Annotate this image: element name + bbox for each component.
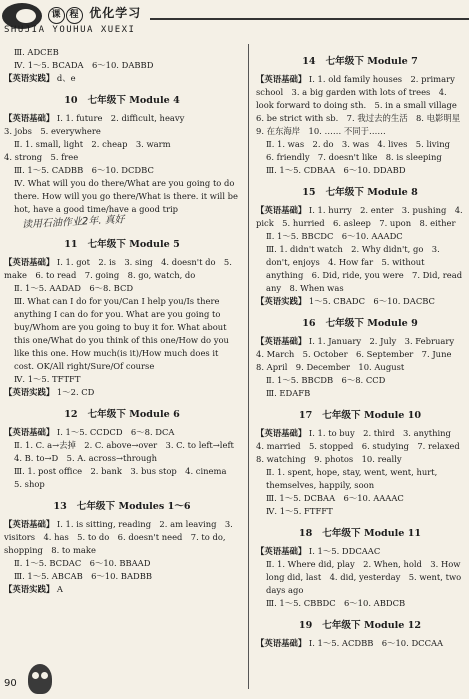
answer-text: d、e <box>54 73 76 83</box>
answer-text: Ⅱ. 1. C. a→去掉 2. C. above→over 3. C. to left→left 4. B. to→D 5. A. across→through <box>14 440 243 463</box>
answer-line <box>256 558 464 597</box>
answer-line <box>256 230 464 243</box>
answer-line <box>4 125 240 138</box>
section-heading <box>4 500 240 513</box>
answer-line <box>256 243 464 295</box>
answer-text: Ⅲ. 1. didn't watch 2. Why didn't, go 3. don't, enjoys 4. How far 5. without anything 6. Did, ride, you were 7. Did, read any 8. When was <box>266 244 465 293</box>
section-tag: 【英语基础】 <box>4 113 55 123</box>
section-title: 七年级下 Module 10 <box>322 410 422 421</box>
answer-line <box>4 282 240 295</box>
section-heading <box>4 408 240 421</box>
book-title <box>48 4 141 24</box>
section-number: 19 <box>298 620 313 631</box>
answer-text: Ⅱ. 1. Where did, play 2. When, hold 3. How long did, last 4. did, yesterday 5. went, two days ago <box>266 559 464 595</box>
answer-text: Ⅲ. 1～5. ABCAB 6～10. BADBB <box>14 571 153 581</box>
answer-text: Ⅳ. 1～5. TFTFT <box>14 374 81 384</box>
answer-text: Ⅰ. 1. old family houses 2. primary school 3. a big garden with lots of trees 4. look forward to doing sth. 5. in a small village <box>256 74 458 110</box>
answer-text: Ⅲ. 1. post office 2. bank 3. bus stop 4. cinema 5. shop <box>14 466 235 489</box>
answer-line <box>256 637 464 650</box>
section-number: 16 <box>302 318 316 329</box>
section-title: 七年级下 Module 6 <box>87 409 180 420</box>
answer-line <box>256 138 464 164</box>
answer-line <box>256 204 464 230</box>
title-circle-1: 课 <box>48 7 65 24</box>
section-title: 七年级下 Module 12 <box>322 620 422 631</box>
answer-text: Ⅲ. 1～5. CADBB 6～10. DCDBC <box>14 165 154 175</box>
answer-line <box>256 374 464 387</box>
section-number: 15 <box>302 187 316 198</box>
section-heading <box>256 55 464 68</box>
answer-line <box>256 492 464 505</box>
answer-line <box>256 335 464 374</box>
answer-text: Ⅳ. 1～5. BCADA 6～10. DABBD <box>14 60 154 70</box>
answer-text: Ⅳ. 1～5. FTFFT <box>266 506 333 516</box>
section-title: 七年级下 Module 9 <box>325 318 418 329</box>
section-tag: 【英语实践】 <box>256 296 307 306</box>
section-tag: 【英语基础】 <box>4 427 55 437</box>
section-number: 10 <box>64 95 78 106</box>
answer-text: Ⅰ. 1. got 2. is 3. sing 4. doesn't do 5. make 6. to read 7. going 8. go, watch, do <box>4 257 235 280</box>
answer-text: Ⅰ. 1～5. CCDCD 6～8. DCA <box>54 427 175 437</box>
answer-line <box>4 570 240 583</box>
header-rule <box>150 18 469 20</box>
section-title: 七年级下 Modules 1～6 <box>76 501 191 512</box>
section-tag: 【英语基础】 <box>256 74 307 84</box>
page-header <box>0 0 469 40</box>
answer-text: Ⅰ. 1～5. DDCAAC <box>306 546 381 556</box>
answer-line <box>4 151 240 164</box>
answer-line <box>4 138 240 151</box>
answer-text: Ⅱ. 1～5. BBCDC 6～10. AAADC <box>266 231 403 241</box>
answer-line <box>256 545 464 558</box>
section-tag: 【英语基础】 <box>256 205 307 215</box>
section-tag: 【英语实践】 <box>4 584 55 594</box>
answer-line <box>4 426 240 439</box>
answer-text: Ⅲ. ADCEB <box>14 47 59 57</box>
section-heading <box>256 527 464 540</box>
answer-line <box>4 518 240 557</box>
section-number: 14 <box>302 56 316 67</box>
section-tag: 【英语基础】 <box>256 638 307 648</box>
answer-line <box>256 427 469 466</box>
answer-line <box>4 386 240 399</box>
answer-line <box>256 387 464 400</box>
answer-line <box>4 583 240 596</box>
answer-line <box>256 466 464 492</box>
answer-text: Ⅲ. 1～5. CDBAA 6～10. DDABD <box>266 165 406 175</box>
answer-line <box>4 112 240 125</box>
section-title: 七年级下 Module 8 <box>325 187 418 198</box>
answer-line <box>4 164 240 177</box>
answer-line <box>4 439 243 465</box>
column-divider <box>248 44 249 689</box>
answer-line <box>4 46 240 59</box>
section-title: 七年级下 Module 5 <box>87 239 180 250</box>
section-number: 11 <box>64 239 78 250</box>
answer-text: Ⅰ. 1～5. ACDBB 6～10. DCCAA <box>306 638 444 648</box>
section-tag: 【英语基础】 <box>256 546 307 556</box>
section-tag: 【英语实践】 <box>4 387 55 397</box>
answer-text: 1～2. CD <box>54 387 95 397</box>
answer-text: Ⅰ. 1. is sitting, reading 2. am leaving 3. visitors 4. has 5. to do 6. doesn't need 7. to do, shopping 8. to make <box>4 519 236 555</box>
title-circle-2: 程 <box>66 7 83 24</box>
answer-line <box>4 373 240 386</box>
right-column <box>256 46 469 650</box>
section-heading <box>256 409 464 422</box>
book-subtitle: SHUJIA YOUHUA XUEXI <box>4 25 136 35</box>
answer-line <box>256 112 469 138</box>
answer-text: Ⅱ. 1～5. AADAD 6～8. BCD <box>14 283 134 293</box>
answer-line <box>4 465 240 491</box>
section-heading <box>256 186 464 199</box>
section-tag: 【英语基础】 <box>256 428 307 438</box>
answer-line <box>4 177 240 229</box>
section-number: 12 <box>64 409 78 420</box>
answer-text: 1～5. CBADC 6～10. DACBC <box>306 296 435 306</box>
answer-text: Ⅱ. 1～5. BCDAC 6～10. BBAAD <box>14 558 151 568</box>
answer-text: Ⅰ. 1. to buy 2. third 3. anything 4. married 5. stopped 6. studying 7. relaxed 8. watching 9. photos 10. really <box>256 428 469 464</box>
section-heading <box>4 238 240 251</box>
answer-text: Ⅰ. 1. future 2. difficult, heavy <box>54 113 185 123</box>
section-title: 七年级下 Module 7 <box>325 56 418 67</box>
answer-text: Ⅱ. 1. spent, hope, stay, went, went, hurt, themselves, happily, soon <box>266 467 440 490</box>
answer-line <box>4 557 240 570</box>
answer-text: 6. be strict with sb. 7. 我过去的生活 8. 电影明星 9. 在东海岸 10. …… 不同于…… <box>256 113 469 136</box>
answer-line <box>256 505 464 518</box>
section-title: 七年级下 Module 11 <box>322 528 422 539</box>
section-heading <box>4 94 240 107</box>
left-column <box>4 46 243 596</box>
section-tag: 【英语基础】 <box>4 519 55 529</box>
answer-text: Ⅳ. What will you do there/What are you going to do there. How will you go there/What is there. it will be hot, have a good time/have a good trip <box>14 178 241 214</box>
answer-line <box>4 256 240 282</box>
answer-text: Ⅲ. 1～5. CBBDC 6～10. ABDCB <box>266 598 406 608</box>
section-tag: 【英语基础】 <box>4 257 55 267</box>
answer-line <box>4 72 240 85</box>
answer-line <box>256 164 464 177</box>
page-number: 90 <box>4 678 17 689</box>
section-title: 七年级下 Module 4 <box>87 95 180 106</box>
answer-text: Ⅲ. 1～5. DCBAA 6～10. AAAAC <box>266 493 404 503</box>
section-tag: 【英语实践】 <box>4 73 55 83</box>
owl-mascot-icon <box>28 664 52 694</box>
answer-text: Ⅲ. EDAFB <box>266 388 311 398</box>
answer-text: Ⅱ. 1. small, light 2. cheap 3. warm <box>14 139 171 149</box>
answer-line <box>256 295 464 308</box>
answer-text: Ⅲ. What can I do for you/Can I help you/Is there anything I can do for you. What are you going to buy/Whom are you going to buy it for. What about this one/What do you think of this one/How do you like this one. How much(is it)/How much does it cost. OK/All right/Sure/Of course <box>14 296 232 371</box>
answer-line <box>4 59 240 72</box>
answer-line <box>256 73 464 112</box>
section-tag: 【英语基础】 <box>256 336 307 346</box>
section-number: 17 <box>298 410 313 421</box>
section-heading <box>256 317 464 330</box>
answer-text: Ⅰ. 1. January 2. July 3. February 4. March 5. October 6. September 7. June 8. April 9. December 10. August <box>256 336 463 372</box>
answer-text: Ⅰ. 1. hurry 2. enter 3. pushing 4. pick 5. hurried 6. asleep 7. upon 8. either <box>256 205 466 228</box>
answer-text: 3. jobs 5. everywhere <box>4 126 101 136</box>
section-number: 13 <box>53 501 67 512</box>
answer-text: Ⅱ. 1. was 2. do 3. was 4. lives 5. living 6. friendly 7. doesn't like 8. is sleeping <box>266 139 459 162</box>
section-number: 18 <box>298 528 313 539</box>
handwritten-note: 读用石油作业2年. 真好 <box>21 214 125 231</box>
answer-text: Ⅱ. 1～5. BBCDB 6～8. CCD <box>266 375 386 385</box>
answer-line <box>4 295 240 373</box>
section-heading <box>256 619 464 632</box>
answer-text: A <box>54 584 63 594</box>
title-text: 优化学习 <box>89 6 142 20</box>
answer-text: 4. strong 5. free <box>4 152 79 162</box>
answer-line <box>256 597 464 610</box>
